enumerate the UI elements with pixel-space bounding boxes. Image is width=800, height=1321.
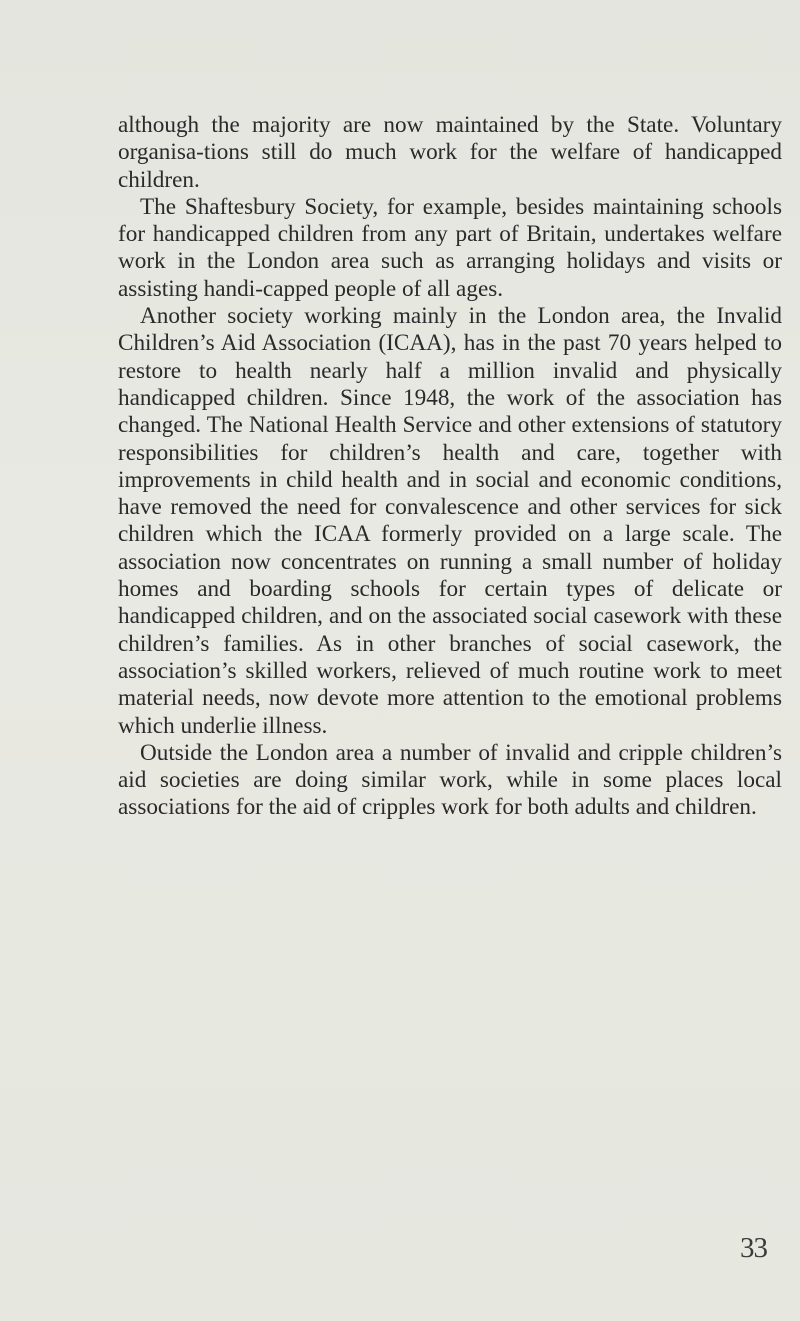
paragraph-3: Another society working mainly in the London area, the Invalid Children’s Aid Association (ICAA), has in the past 70 years helped to restore to health nearly half a million invalid and physically handicapped children. Since 1948, the work of the association has changed. The National Health Service and other extensions of statutory responsibilities for children’s health and care, together with improvements in child health and in social and economic conditions, have removed the need for convalescence and other services for sick children which the ICAA formerly provided on a large scale. The association now concentrates on running a small number of holiday homes and boarding schools for certain types of delicate or handicapped children, and on the associated social casework with these children’s families. As in other branches of social casework, the association’s skilled workers, relieved of much routine work to meet material needs, now devote more attention to the emotional problems which underlie illness. [118, 303, 782, 739]
paragraph-1: although the majority are now maintained by the State. Voluntary organisa-tions still do much work for the welfare of handicapped children. [118, 112, 782, 193]
page-number: 33 [740, 1232, 767, 1264]
paragraph-2: The Shaftesbury Society, for example, besides maintaining schools for handicapped children from any part of Britain, undertakes welfare work in the London area such as arranging holidays and visits or assisting handi-capped people of all ages. [118, 193, 782, 302]
body-text [118, 112, 782, 822]
paragraph-4: Outside the London area a number of invalid and cripple children’s aid societies are doing similar work, while in some places local associations for the aid of cripples work for both adults and children. [118, 739, 782, 821]
